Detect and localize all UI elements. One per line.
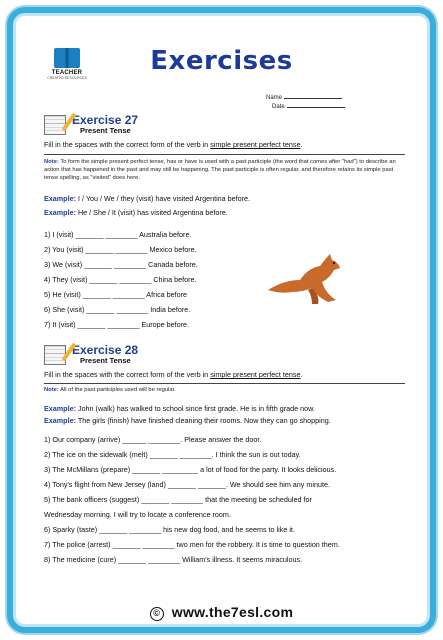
exercise-27-title: Exercise 27 (72, 113, 139, 127)
exercise-28-instruction: Fill in the spaces with the correct form of the verb in simple present perfect tense. (44, 370, 303, 379)
divider (44, 154, 405, 155)
name-label: Name (266, 95, 283, 101)
list-item: Wednesday morning. I will try to locate a conference room. (44, 510, 231, 519)
exercise-28-note: Note: All of the past participles used will be regular. (44, 387, 176, 393)
list-item: 7) The police (arrest) _______ ________ two men for the robbery. It is time to question them. (44, 540, 340, 549)
list-item: 2) The ice on the sidewalk (melt) _______ ________. I think the sun is out today. (44, 450, 301, 459)
exercise-27-items (44, 227, 405, 332)
list-item: 7) It (visit) _______ ________ Europe before. (44, 320, 190, 329)
list-item: 6) Sparky (taste) _______ ________ his new dog food, and he seems to like it. (44, 525, 295, 534)
kangaroo-illustration (264, 250, 348, 306)
list-item: 5) He (visit) _______ ________ Africa before (44, 290, 188, 299)
list-item: 6) She (visit) _______ ________ India before. (44, 305, 191, 314)
list-item: 3) The McMillans (prepare) _______ _________ a lot of food for the party. It looks delicious. (44, 465, 337, 474)
notepad-icon (44, 115, 66, 135)
name-date-fields (266, 94, 345, 112)
list-item: 3) We (visit) _______ ________ Canada before. (44, 260, 198, 269)
exercise-27-subtitle: Present Tense (80, 126, 131, 135)
list-item: 5) The bank officers (suggest) _______ ________ that the meeting be scheduled for (44, 495, 312, 504)
list-item: 2) You (visit) _______ ________ Mexico before. (44, 245, 197, 254)
exercise-27-example-1: Example: I / You / We / they (visit) have visited Argentina before. (44, 194, 251, 203)
exercise-28-example-2: Example: The girls (finish) have finished cleaning their rooms. Now they can go shopping. (44, 416, 331, 425)
exercise-27-instruction: Fill in the spaces with the correct form of the verb in simple present perfect tense. (44, 140, 303, 149)
name-line[interactable] (284, 98, 342, 99)
date-line[interactable] (287, 107, 345, 108)
footer (26, 604, 417, 621)
logo-subtext: CREATED RESOURCES (47, 76, 87, 80)
exercise-28-title: Exercise 28 (72, 343, 139, 357)
exercise-28-subtitle: Present Tense (80, 356, 131, 365)
list-item: 4) They (visit) _______ ________ China before. (44, 275, 197, 284)
list-item: 1) I (visit) _______ ________ Australia before. (44, 230, 192, 239)
exercise-28-items (44, 432, 405, 567)
list-item: 4) Tony's flight from New Jersey (land) _______ _______. We should see him any minute. (44, 480, 330, 489)
date-label: Date (272, 104, 285, 110)
page-title: Exercises (150, 46, 293, 76)
exercise-28-header (44, 344, 138, 365)
site-link[interactable]: www.the7esl.com (171, 604, 294, 620)
divider (44, 383, 405, 384)
exercise-27-header (44, 114, 138, 135)
list-item: 8) The medicine (cure) _______ ________ William's illness. It seems miraculous. (44, 555, 303, 564)
exercise-27-note: Note: To form the simple present perfect tense, has or have is used with a past participle (the word that comes after "had") to describe an action that has happened in the past and may still be happening. The past participle is often regular, and therefore retains its simple past tense spelling, as "visited" does here. (44, 159, 396, 181)
list-item: 1) Our company (arrive) ______ ________. Please answer the door. (44, 435, 262, 444)
worksheet (26, 22, 417, 620)
exercise-27-example-2: Example: He / She / It (visit) has visited Argentina before. (44, 208, 228, 217)
logo-text: TEACHER (51, 70, 83, 76)
exercise-28-example-1: Example: John (walk) has walked to school since first grade. He is in fifth grade now. (44, 404, 315, 413)
copyright-icon: © (150, 607, 164, 621)
notepad-icon (44, 345, 66, 365)
